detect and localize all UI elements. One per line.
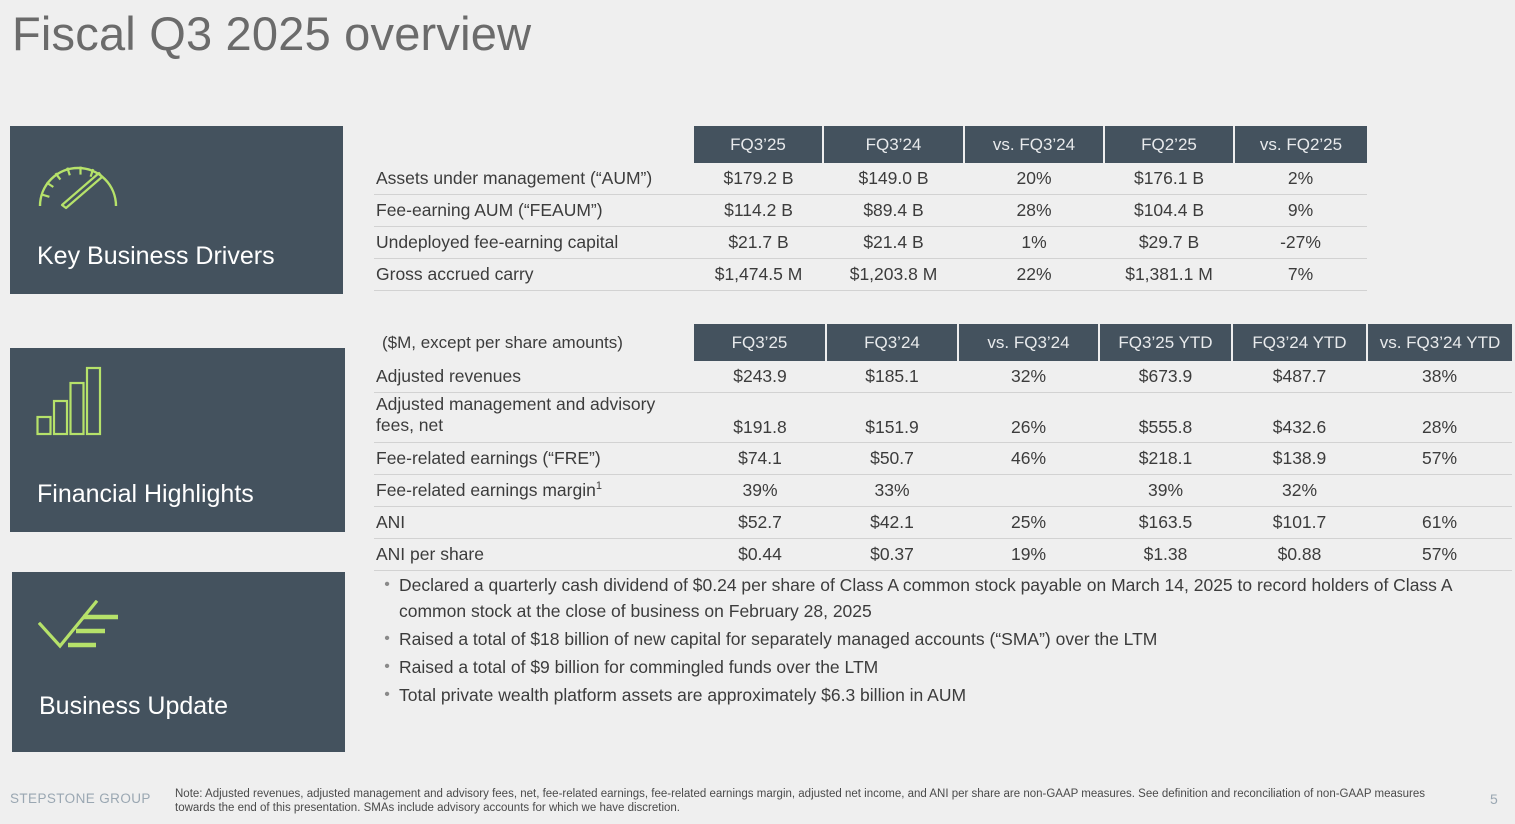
cell-value: $176.1 B — [1104, 163, 1234, 195]
cell-value: 57% — [1367, 539, 1512, 571]
cell-value: $104.4 B — [1104, 195, 1234, 227]
column-header-3: FQ2’25 — [1104, 126, 1234, 163]
panel-key-business-drivers[interactable] — [10, 126, 343, 294]
column-header-4: FQ3’24 YTD — [1232, 324, 1367, 361]
list-item — [375, 682, 1495, 708]
cell-value: $0.88 — [1232, 539, 1367, 571]
column-header-4: vs. FQ2’25 — [1234, 126, 1367, 163]
gauge-icon — [36, 154, 120, 215]
row-label: Adjusted management and advisory fees, net — [374, 393, 694, 443]
cell-value — [958, 475, 1099, 507]
cell-value: $149.0 B — [823, 163, 964, 195]
cell-value: $0.37 — [826, 539, 958, 571]
cell-value: 25% — [958, 507, 1099, 539]
cell-value: 38% — [1367, 361, 1512, 393]
cell-value: -27% — [1234, 227, 1367, 259]
cell-value: $1,474.5 M — [694, 259, 823, 291]
cell-value: $1,381.1 M — [1104, 259, 1234, 291]
panel-financial-highlights[interactable] — [10, 348, 345, 532]
table-header-row — [374, 324, 1512, 361]
cell-value: 46% — [958, 443, 1099, 475]
cell-value: 20% — [964, 163, 1104, 195]
bullet-icon: • — [384, 630, 390, 647]
page-number: 5 — [1490, 791, 1498, 807]
page-title: Fiscal Q3 2025 overview — [12, 7, 532, 60]
table-row — [374, 163, 1367, 195]
cell-value: 2% — [1234, 163, 1367, 195]
row-label: Adjusted revenues — [374, 361, 694, 393]
table-row — [374, 475, 1512, 507]
cell-value: 7% — [1234, 259, 1367, 291]
column-header-1: FQ3’24 — [826, 324, 958, 361]
row-label: Assets under management (“AUM”) — [374, 163, 694, 195]
cell-value: $163.5 — [1099, 507, 1232, 539]
row-label: Fee-earning AUM (“FEAUM”) — [374, 195, 694, 227]
checklist-icon — [38, 600, 134, 661]
cell-value — [1367, 475, 1512, 507]
cell-value: $487.7 — [1232, 361, 1367, 393]
cell-value: 26% — [958, 393, 1099, 443]
cell-value: 39% — [1099, 475, 1232, 507]
list-item — [375, 654, 1495, 680]
table-row — [374, 393, 1512, 443]
panel-label-financial-highlights: Financial Highlights — [37, 480, 254, 508]
bullet-icon: • — [384, 658, 390, 675]
cell-value: 28% — [1367, 393, 1512, 443]
cell-value: 33% — [826, 475, 958, 507]
panel-business-update[interactable] — [12, 572, 345, 752]
bullet-icon: • — [384, 686, 390, 703]
bar-chart-icon — [36, 366, 104, 441]
cell-value: $89.4 B — [823, 195, 964, 227]
cell-value: 28% — [964, 195, 1104, 227]
list-item — [375, 626, 1495, 652]
cell-value: $1.38 — [1099, 539, 1232, 571]
row-label — [374, 475, 694, 507]
list-item — [375, 572, 1495, 624]
table-corner-cell — [374, 126, 694, 163]
cell-value: $114.2 B — [694, 195, 823, 227]
cell-value: $101.7 — [1232, 507, 1367, 539]
column-header-2: vs. FQ3’24 — [964, 126, 1104, 163]
cell-value: $151.9 — [826, 393, 958, 443]
key-business-drivers-table — [374, 126, 1367, 291]
panel-label-key-business-drivers: Key Business Drivers — [37, 242, 275, 270]
table-row — [374, 361, 1512, 393]
list-item-text: Declared a quarterly cash dividend of $0.24 per share of Class A common stock payable on March 14, 2025 to record holders of Class A common stock at the close of business on February 28, 2025 — [399, 575, 1452, 621]
company-logo: STEPSTONE GROUP — [10, 791, 151, 806]
cell-value: $21.7 B — [694, 227, 823, 259]
table-row — [374, 227, 1367, 259]
business-update-bullet-list — [375, 572, 1495, 710]
row-label-text: Fee-related earnings margin — [376, 480, 596, 500]
list-item-text: Total private wealth platform assets are approximately $6.3 billion in AUM — [399, 685, 967, 705]
cell-value: $74.1 — [694, 443, 826, 475]
cell-value: $555.8 — [1099, 393, 1232, 443]
cell-value: $673.9 — [1099, 361, 1232, 393]
list-item-text: Raised a total of $18 billion of new capital for separately managed accounts (“SMA”) over the LTM — [399, 629, 1158, 649]
units-label: ($M, except per share amounts) — [382, 332, 623, 352]
row-label: Fee-related earnings (“FRE”) — [374, 443, 694, 475]
list-item-text: Raised a total of $9 billion for commingled funds over the LTM — [399, 657, 879, 677]
cell-value: 57% — [1367, 443, 1512, 475]
cell-value: $21.4 B — [823, 227, 964, 259]
cell-value: $42.1 — [826, 507, 958, 539]
row-label: Gross accrued carry — [374, 259, 694, 291]
financial-highlights-table — [374, 324, 1512, 571]
cell-value: $0.44 — [694, 539, 826, 571]
cell-value: $243.9 — [694, 361, 826, 393]
table-row — [374, 539, 1512, 571]
cell-value: 61% — [1367, 507, 1512, 539]
table-row — [374, 507, 1512, 539]
cell-value: $50.7 — [826, 443, 958, 475]
column-header-2: vs. FQ3’24 — [958, 324, 1099, 361]
footnote-text: Note: Adjusted revenues, adjusted management and advisory fees, net, fee-related earnings, fee-related earnings margin, adjusted net income, and ANI per share are non-GAAP measures. See definition and reconciliation of non-GAAP measures towards the end of this presentation. SMAs include advisory accounts for which we have discretion. — [175, 788, 1425, 814]
cell-value: $138.9 — [1232, 443, 1367, 475]
row-label: ANI — [374, 507, 694, 539]
cell-value: 32% — [1232, 475, 1367, 507]
table-row — [374, 259, 1367, 291]
table-row — [374, 195, 1367, 227]
row-label: Undeployed fee-earning capital — [374, 227, 694, 259]
cell-value: 9% — [1234, 195, 1367, 227]
cell-value: $1,203.8 M — [823, 259, 964, 291]
row-label: ANI per share — [374, 539, 694, 571]
column-header-0: FQ3’25 — [694, 324, 826, 361]
table-row — [374, 443, 1512, 475]
cell-value: $218.1 — [1099, 443, 1232, 475]
column-header-0: FQ3’25 — [694, 126, 823, 163]
bullet-icon: • — [384, 576, 390, 593]
cell-value: $29.7 B — [1104, 227, 1234, 259]
footnote-marker: 1 — [595, 480, 602, 493]
cell-value: $185.1 — [826, 361, 958, 393]
panel-label-business-update: Business Update — [39, 692, 229, 720]
column-header-3: FQ3’25 YTD — [1099, 324, 1232, 361]
cell-value: $52.7 — [694, 507, 826, 539]
cell-value: $191.8 — [694, 393, 826, 443]
cell-value: $432.6 — [1232, 393, 1367, 443]
cell-value: 22% — [964, 259, 1104, 291]
column-header-5: vs. FQ3’24 YTD — [1367, 324, 1512, 361]
table-header-row — [374, 126, 1367, 163]
cell-value: 19% — [958, 539, 1099, 571]
column-header-1: FQ3’24 — [823, 126, 964, 163]
cell-value: $179.2 B — [694, 163, 823, 195]
cell-value: 32% — [958, 361, 1099, 393]
cell-value: 39% — [694, 475, 826, 507]
cell-value: 1% — [964, 227, 1104, 259]
